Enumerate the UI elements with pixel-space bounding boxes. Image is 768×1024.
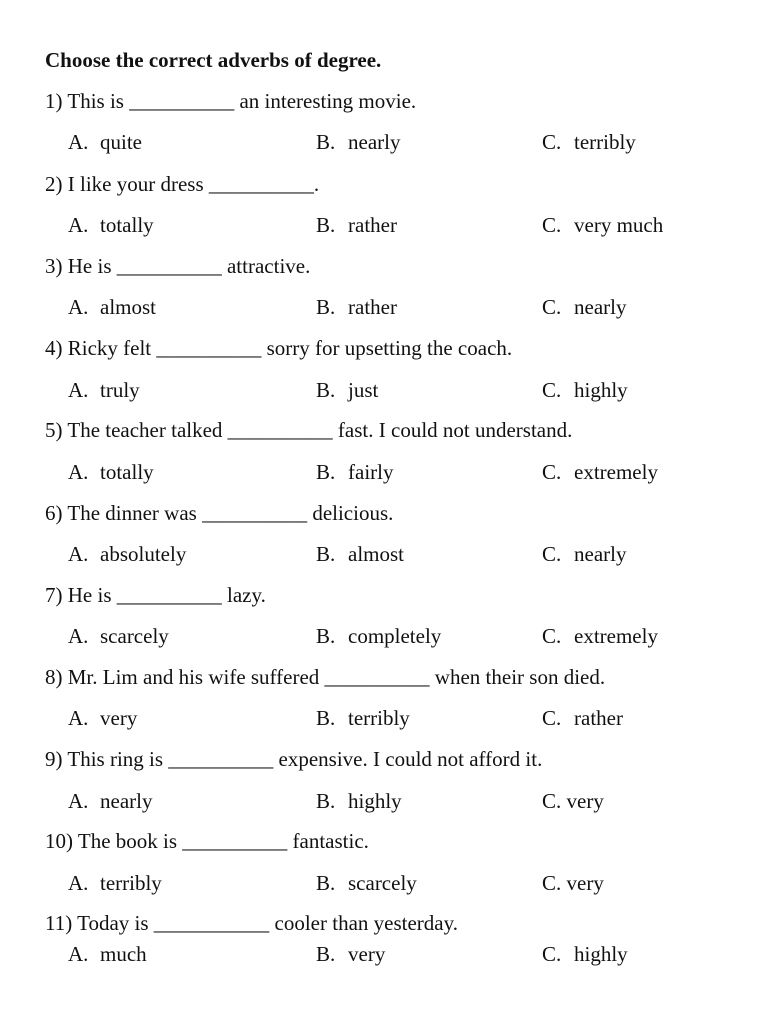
- question-4-option-b: [316, 378, 378, 403]
- question-9-option-c: [542, 789, 604, 814]
- option-text: just: [348, 378, 379, 402]
- question-3-option-a: [68, 295, 156, 320]
- option-text: almost: [100, 295, 156, 319]
- option-letter: A.: [68, 706, 89, 730]
- option-letter: C.: [542, 942, 562, 966]
- option-text: highly: [574, 942, 628, 966]
- option-letter: C.: [542, 706, 562, 730]
- option-text: terribly: [348, 706, 410, 730]
- option-letter: B.: [316, 871, 336, 895]
- option-letter: A.: [68, 213, 89, 237]
- option-letter: B.: [316, 378, 336, 402]
- question-7-stem: 7) He is __________ lazy.: [45, 583, 266, 607]
- option-letter: C.: [542, 542, 562, 566]
- question-11-option-a: [68, 942, 147, 967]
- option-text: totally: [100, 460, 154, 484]
- option-letter: B.: [316, 624, 336, 648]
- option-text: almost: [348, 542, 404, 566]
- option-letter: A.: [68, 871, 89, 895]
- option-text: fairly: [348, 460, 394, 484]
- question-5-option-c: [542, 460, 658, 485]
- option-text: much: [100, 942, 147, 966]
- question-3-option-c: [542, 295, 626, 320]
- question-2-option-b: [316, 213, 397, 238]
- option-letter: C.: [542, 789, 562, 813]
- question-8-stem: 8) Mr. Lim and his wife suffered __________ when their son died.: [45, 665, 606, 689]
- question-9-stem: 9) This ring is __________ expensive. I could not afford it.: [45, 747, 543, 771]
- question-5-option-b: [316, 460, 393, 485]
- question-10-stem: 10) The book is __________ fantastic.: [45, 829, 369, 853]
- question-7-option-c: [542, 624, 658, 649]
- option-letter: B.: [316, 460, 336, 484]
- option-letter: B.: [316, 295, 336, 319]
- option-letter: A.: [68, 130, 89, 154]
- option-letter: A.: [68, 460, 89, 484]
- question-5-option-a: [68, 460, 154, 485]
- option-text: nearly: [348, 130, 401, 154]
- question-6-option-b: [316, 542, 404, 567]
- question-11-stem: 11) Today is ___________ cooler than yesterday.: [45, 911, 458, 935]
- option-letter: B.: [316, 542, 336, 566]
- question-2-option-a: [68, 213, 154, 238]
- question-1-option-a: [68, 130, 142, 155]
- question-6-option-a: [68, 542, 186, 567]
- option-text: rather: [348, 213, 397, 237]
- option-text: nearly: [100, 789, 153, 813]
- option-letter: C.: [542, 624, 562, 648]
- question-7-option-b: [316, 624, 441, 649]
- option-text: scarcely: [100, 624, 169, 648]
- option-text: truly: [100, 378, 140, 402]
- question-2-option-c: [542, 213, 663, 238]
- option-letter: B.: [316, 706, 336, 730]
- option-letter: B.: [316, 789, 336, 813]
- option-text: highly: [574, 378, 628, 402]
- question-10-option-b: [316, 871, 417, 896]
- question-9-option-a: [68, 789, 152, 814]
- option-text: terribly: [574, 130, 636, 154]
- option-text: extremely: [574, 460, 658, 484]
- question-1-stem: 1) This is __________ an interesting movie.: [45, 89, 417, 113]
- option-text: scarcely: [348, 871, 417, 895]
- option-letter: A.: [68, 789, 89, 813]
- option-letter: A.: [68, 295, 89, 319]
- question-6-stem: 6) The dinner was __________ delicious.: [45, 501, 394, 525]
- question-11-option-b: [316, 942, 385, 967]
- question-2-stem: 2) I like your dress __________.: [45, 172, 320, 196]
- question-10-option-a: [68, 871, 162, 896]
- option-text: highly: [348, 789, 402, 813]
- option-text: very: [100, 706, 138, 730]
- option-text: absolutely: [100, 542, 187, 566]
- option-text: very much: [574, 213, 664, 237]
- option-text: quite: [100, 130, 142, 154]
- option-letter: A.: [68, 624, 89, 648]
- question-10-option-c: [542, 871, 604, 896]
- question-3-stem: 3) He is __________ attractive.: [45, 254, 311, 278]
- worksheet-title: Choose the correct adverbs of degree.: [45, 48, 382, 72]
- question-6-option-c: [542, 542, 626, 567]
- option-letter: C.: [542, 213, 562, 237]
- option-text: very: [566, 871, 604, 895]
- option-letter: A.: [68, 542, 89, 566]
- question-3-option-b: [316, 295, 397, 320]
- question-4-option-c: [542, 378, 628, 403]
- option-letter: C.: [542, 460, 562, 484]
- option-letter: C.: [542, 295, 562, 319]
- question-4-stem: 4) Ricky felt __________ sorry for upsetting the coach.: [45, 336, 513, 360]
- option-text: extremely: [574, 624, 658, 648]
- question-11-option-c: [542, 942, 628, 967]
- question-8-option-b: [316, 706, 410, 731]
- option-text: rather: [574, 706, 623, 730]
- option-text: totally: [100, 213, 154, 237]
- option-text: very: [566, 789, 604, 813]
- question-7-option-a: [68, 624, 169, 649]
- option-text: nearly: [574, 542, 627, 566]
- question-4-option-a: [68, 378, 140, 403]
- option-letter: A.: [68, 378, 89, 402]
- option-text: nearly: [574, 295, 627, 319]
- option-text: rather: [348, 295, 397, 319]
- question-8-option-c: [542, 706, 623, 731]
- question-1-option-c: [542, 130, 636, 155]
- option-text: very: [348, 942, 386, 966]
- option-letter: B.: [316, 213, 336, 237]
- option-letter: A.: [68, 942, 89, 966]
- question-9-option-b: [316, 789, 402, 814]
- question-8-option-a: [68, 706, 137, 731]
- option-letter: C.: [542, 378, 562, 402]
- question-5-stem: 5) The teacher talked __________ fast. I could not understand.: [45, 418, 573, 442]
- option-letter: C.: [542, 130, 562, 154]
- question-1-option-b: [316, 130, 400, 155]
- option-letter: B.: [316, 942, 336, 966]
- option-text: terribly: [100, 871, 162, 895]
- option-text: completely: [348, 624, 442, 648]
- option-letter: C.: [542, 871, 562, 895]
- option-letter: B.: [316, 130, 336, 154]
